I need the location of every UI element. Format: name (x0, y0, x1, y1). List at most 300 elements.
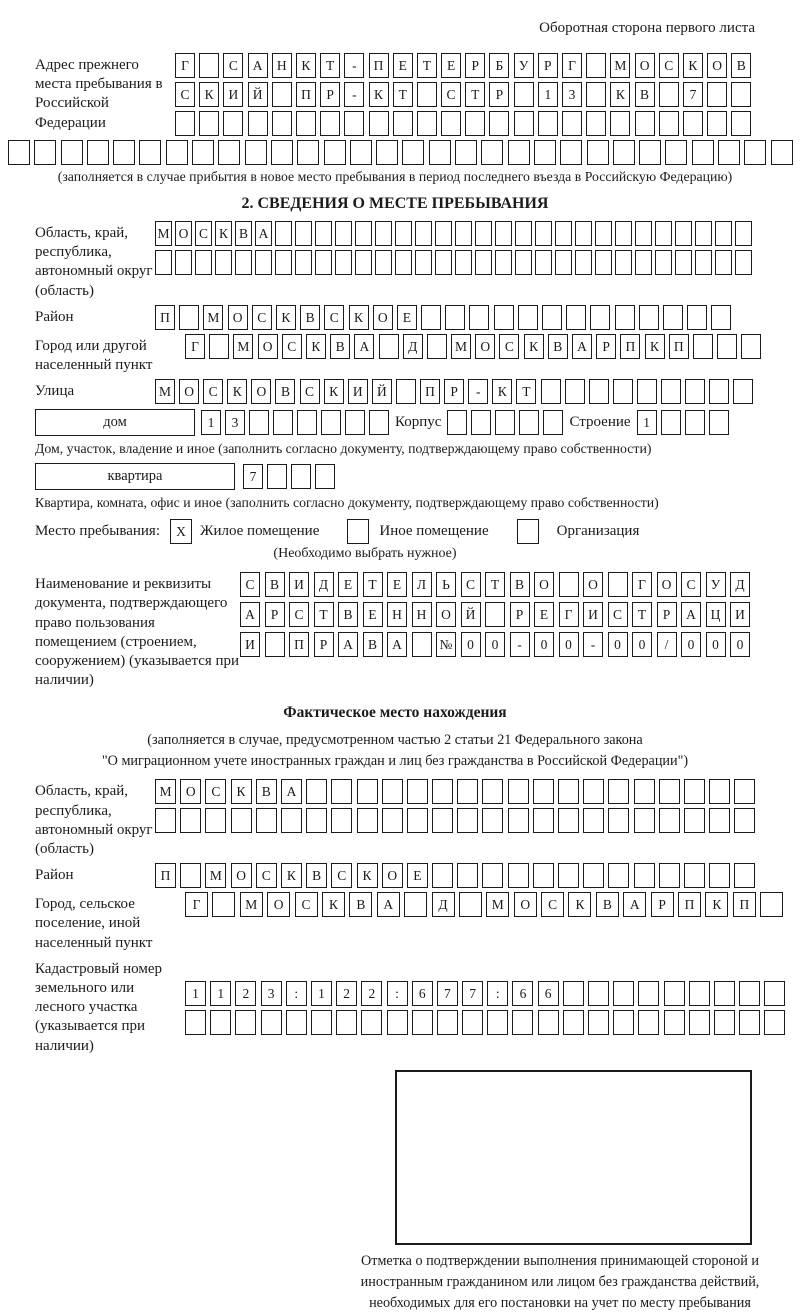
char-box[interactable]: Г (632, 572, 652, 597)
previous-address-row-3[interactable] (175, 111, 755, 136)
char-box[interactable] (709, 808, 730, 833)
char-box[interactable] (615, 305, 635, 330)
char-box[interactable] (508, 779, 529, 804)
char-box[interactable] (481, 140, 503, 165)
char-box[interactable]: 1 (311, 981, 332, 1006)
char-box[interactable] (659, 779, 680, 804)
char-box[interactable] (321, 410, 341, 435)
char-box[interactable]: В (363, 632, 383, 657)
char-box[interactable]: 2 (235, 981, 256, 1006)
char-box[interactable]: Д (403, 334, 423, 359)
char-box[interactable]: 1 (637, 410, 657, 435)
char-box[interactable] (709, 863, 730, 888)
char-box[interactable] (714, 1010, 735, 1035)
char-box[interactable]: 1 (201, 410, 221, 435)
char-box[interactable]: К (306, 334, 326, 359)
char-box[interactable] (533, 863, 554, 888)
char-box[interactable] (320, 111, 340, 136)
char-box[interactable] (205, 808, 226, 833)
char-box[interactable] (709, 779, 730, 804)
char-box[interactable]: А (338, 632, 358, 657)
char-box[interactable] (87, 140, 109, 165)
char-box[interactable] (369, 410, 389, 435)
char-box[interactable]: : (387, 981, 408, 1006)
char-box[interactable]: В (300, 305, 320, 330)
char-box[interactable] (659, 111, 679, 136)
char-box[interactable]: Й (461, 602, 481, 627)
char-box[interactable] (487, 1010, 508, 1035)
region-row-1[interactable] (155, 221, 755, 246)
char-box[interactable] (515, 221, 532, 246)
char-box[interactable]: Д (314, 572, 334, 597)
char-box[interactable]: К (683, 53, 703, 78)
char-box[interactable] (195, 250, 212, 275)
char-box[interactable]: А (681, 602, 701, 627)
char-box[interactable] (335, 221, 352, 246)
char-box[interactable] (61, 140, 83, 165)
char-box[interactable] (297, 410, 317, 435)
char-box[interactable]: 0 (608, 632, 628, 657)
char-box[interactable] (429, 140, 451, 165)
char-box[interactable]: С (295, 892, 318, 917)
char-box[interactable] (665, 140, 687, 165)
char-box[interactable]: В (275, 379, 295, 404)
char-box[interactable]: М (203, 305, 223, 330)
char-box[interactable] (695, 221, 712, 246)
char-box[interactable] (555, 221, 572, 246)
char-box[interactable]: 3 (562, 82, 582, 107)
char-box[interactable] (635, 221, 652, 246)
char-box[interactable] (695, 250, 712, 275)
char-box[interactable]: 7 (243, 464, 263, 489)
char-box[interactable] (608, 863, 629, 888)
char-box[interactable] (482, 779, 503, 804)
char-box[interactable] (435, 221, 452, 246)
char-box[interactable]: С (203, 379, 223, 404)
char-box[interactable]: - (510, 632, 530, 657)
char-box[interactable] (331, 808, 352, 833)
char-box[interactable]: А (572, 334, 592, 359)
char-box[interactable] (538, 111, 558, 136)
char-box[interactable] (595, 221, 612, 246)
char-box[interactable]: Н (387, 602, 407, 627)
char-box[interactable] (404, 892, 427, 917)
char-box[interactable]: Г (185, 892, 208, 917)
char-box[interactable]: 0 (559, 632, 579, 657)
char-box[interactable]: М (486, 892, 509, 917)
char-box[interactable]: П (620, 334, 640, 359)
char-box[interactable] (355, 250, 372, 275)
checkbox-residential[interactable]: X (170, 519, 192, 544)
char-box[interactable]: О (267, 892, 290, 917)
char-box[interactable]: - (468, 379, 488, 404)
char-box[interactable] (707, 82, 727, 107)
char-box[interactable]: 2 (361, 981, 382, 1006)
char-box[interactable] (519, 410, 539, 435)
char-box[interactable]: 2 (336, 981, 357, 1006)
char-box[interactable] (311, 1010, 332, 1035)
char-box[interactable]: 0 (681, 632, 701, 657)
char-box[interactable] (635, 111, 655, 136)
char-box[interactable]: К (215, 221, 232, 246)
char-box[interactable] (613, 140, 635, 165)
char-box[interactable] (685, 379, 705, 404)
char-box[interactable] (707, 111, 727, 136)
char-box[interactable] (711, 305, 731, 330)
char-box[interactable] (412, 632, 432, 657)
char-box[interactable] (462, 1010, 483, 1035)
char-box[interactable] (179, 305, 199, 330)
char-box[interactable]: К (281, 863, 302, 888)
char-box[interactable] (281, 808, 302, 833)
char-box[interactable] (563, 1010, 584, 1035)
char-box[interactable]: 6 (412, 981, 433, 1006)
char-box[interactable] (155, 250, 172, 275)
char-box[interactable] (382, 808, 403, 833)
char-box[interactable] (475, 221, 492, 246)
char-box[interactable] (659, 808, 680, 833)
char-box[interactable] (8, 140, 30, 165)
char-box[interactable]: И (583, 602, 603, 627)
char-box[interactable] (357, 779, 378, 804)
char-box[interactable]: В (306, 863, 327, 888)
char-box[interactable]: О (583, 572, 603, 597)
char-box[interactable] (427, 334, 447, 359)
char-box[interactable] (345, 410, 365, 435)
char-box[interactable] (361, 1010, 382, 1035)
char-box[interactable] (335, 250, 352, 275)
char-box[interactable]: К (199, 82, 219, 107)
district-row[interactable] (155, 305, 755, 330)
char-box[interactable] (739, 1010, 760, 1035)
char-box[interactable]: Т (363, 572, 383, 597)
char-box[interactable] (336, 1010, 357, 1035)
char-box[interactable]: № (436, 632, 456, 657)
house-number-cells[interactable] (201, 410, 389, 435)
checkbox-other-premises[interactable] (347, 519, 369, 544)
char-box[interactable] (634, 863, 655, 888)
char-box[interactable] (565, 379, 585, 404)
char-box[interactable] (586, 53, 606, 78)
char-box[interactable] (689, 1010, 710, 1035)
char-box[interactable]: С (300, 379, 320, 404)
char-box[interactable]: В (235, 221, 252, 246)
char-box[interactable] (615, 221, 632, 246)
char-box[interactable]: С (608, 602, 628, 627)
char-box[interactable] (417, 82, 437, 107)
char-box[interactable] (407, 808, 428, 833)
char-box[interactable]: К (322, 892, 345, 917)
char-box[interactable]: : (286, 981, 307, 1006)
char-box[interactable] (518, 305, 538, 330)
char-box[interactable] (664, 1010, 685, 1035)
char-box[interactable]: 3 (261, 981, 282, 1006)
char-box[interactable] (459, 892, 482, 917)
char-box[interactable] (731, 82, 751, 107)
char-box[interactable] (445, 305, 465, 330)
char-box[interactable]: : (487, 981, 508, 1006)
char-box[interactable] (437, 1010, 458, 1035)
char-box[interactable]: П (289, 632, 309, 657)
char-box[interactable]: Е (407, 863, 428, 888)
char-box[interactable] (485, 602, 505, 627)
document-row-3[interactable] (240, 632, 755, 657)
char-box[interactable] (315, 464, 335, 489)
char-box[interactable] (734, 863, 755, 888)
char-box[interactable]: Т (465, 82, 485, 107)
char-box[interactable]: Р (444, 379, 464, 404)
char-box[interactable]: О (179, 379, 199, 404)
char-box[interactable] (559, 572, 579, 597)
char-box[interactable]: П (420, 379, 440, 404)
char-box[interactable] (533, 808, 554, 833)
char-box[interactable] (209, 334, 229, 359)
char-box[interactable] (469, 305, 489, 330)
previous-address-row-1[interactable] (175, 53, 755, 78)
char-box[interactable] (586, 82, 606, 107)
char-box[interactable] (494, 305, 514, 330)
char-box[interactable] (212, 892, 235, 917)
char-box[interactable] (447, 410, 467, 435)
char-box[interactable]: О (258, 334, 278, 359)
char-box[interactable]: К (369, 82, 389, 107)
char-box[interactable]: Е (397, 305, 417, 330)
char-box[interactable] (558, 779, 579, 804)
char-box[interactable] (421, 305, 441, 330)
apartment-number-cells[interactable] (243, 464, 335, 489)
char-box[interactable]: С (240, 572, 260, 597)
char-box[interactable] (376, 140, 398, 165)
char-box[interactable] (457, 863, 478, 888)
char-box[interactable]: А (240, 602, 260, 627)
char-box[interactable] (634, 808, 655, 833)
char-box[interactable] (375, 221, 392, 246)
char-box[interactable] (683, 111, 703, 136)
char-box[interactable]: М (205, 863, 226, 888)
char-box[interactable]: К (231, 779, 252, 804)
char-box[interactable] (638, 1010, 659, 1035)
char-box[interactable]: К (227, 379, 247, 404)
char-box[interactable] (718, 140, 740, 165)
char-box[interactable]: П (678, 892, 701, 917)
char-box[interactable]: Р (657, 602, 677, 627)
char-box[interactable] (34, 140, 56, 165)
char-box[interactable] (715, 221, 732, 246)
char-box[interactable] (543, 410, 563, 435)
char-box[interactable] (709, 410, 729, 435)
char-box[interactable]: К (276, 305, 296, 330)
char-box[interactable] (457, 808, 478, 833)
char-box[interactable] (291, 464, 311, 489)
char-box[interactable]: Р (510, 602, 530, 627)
char-box[interactable] (432, 779, 453, 804)
char-box[interactable]: Н (412, 602, 432, 627)
char-box[interactable] (395, 221, 412, 246)
char-box[interactable]: О (382, 863, 403, 888)
char-box[interactable]: О (534, 572, 554, 597)
region-row-2[interactable] (155, 250, 755, 275)
previous-address-row-2[interactable] (175, 82, 755, 107)
char-box[interactable] (275, 221, 292, 246)
char-box[interactable] (175, 111, 195, 136)
char-box[interactable] (687, 305, 707, 330)
char-box[interactable] (166, 140, 188, 165)
char-box[interactable]: 6 (538, 981, 559, 1006)
char-box[interactable]: 3 (225, 410, 245, 435)
char-box[interactable] (489, 111, 509, 136)
char-box[interactable]: А (281, 779, 302, 804)
char-box[interactable] (608, 808, 629, 833)
char-box[interactable]: С (499, 334, 519, 359)
char-box[interactable] (558, 808, 579, 833)
char-box[interactable]: М (155, 379, 175, 404)
char-box[interactable] (533, 779, 554, 804)
char-box[interactable]: И (240, 632, 260, 657)
char-box[interactable] (245, 140, 267, 165)
char-box[interactable]: Т (320, 53, 340, 78)
char-box[interactable]: В (265, 572, 285, 597)
char-box[interactable]: Н (272, 53, 292, 78)
char-box[interactable] (215, 250, 232, 275)
char-box[interactable] (482, 808, 503, 833)
char-box[interactable] (734, 779, 755, 804)
document-row-2[interactable] (240, 602, 755, 627)
char-box[interactable] (534, 140, 556, 165)
char-box[interactable]: М (610, 53, 630, 78)
char-box[interactable] (296, 111, 316, 136)
char-box[interactable] (355, 221, 372, 246)
char-box[interactable]: М (240, 892, 263, 917)
char-box[interactable] (415, 221, 432, 246)
city-row[interactable] (185, 334, 761, 359)
char-box[interactable] (635, 250, 652, 275)
char-box[interactable] (306, 808, 327, 833)
char-box[interactable] (514, 82, 534, 107)
char-box[interactable] (387, 1010, 408, 1035)
char-box[interactable] (771, 140, 793, 165)
char-box[interactable] (637, 379, 657, 404)
char-box[interactable]: О (514, 892, 537, 917)
char-box[interactable] (382, 779, 403, 804)
char-box[interactable]: Е (338, 572, 358, 597)
char-box[interactable] (608, 779, 629, 804)
cadastral-row-1[interactable] (185, 981, 785, 1006)
char-box[interactable] (255, 250, 272, 275)
char-box[interactable] (199, 53, 219, 78)
char-box[interactable]: В (635, 82, 655, 107)
char-box[interactable]: А (377, 892, 400, 917)
char-box[interactable]: П (155, 305, 175, 330)
char-box[interactable] (566, 305, 586, 330)
char-box[interactable]: С (541, 892, 564, 917)
char-box[interactable] (412, 1010, 433, 1035)
char-box[interactable]: С (289, 602, 309, 627)
char-box[interactable]: К (492, 379, 512, 404)
char-box[interactable]: С (205, 779, 226, 804)
char-box[interactable]: Р (538, 53, 558, 78)
char-box[interactable]: С (195, 221, 212, 246)
char-box[interactable] (717, 334, 737, 359)
char-box[interactable] (535, 221, 552, 246)
char-box[interactable]: М (155, 779, 176, 804)
char-box[interactable] (693, 334, 713, 359)
char-box[interactable]: О (436, 602, 456, 627)
char-box[interactable] (457, 779, 478, 804)
char-box[interactable]: О (635, 53, 655, 78)
char-box[interactable]: И (289, 572, 309, 597)
char-box[interactable]: О (707, 53, 727, 78)
char-box[interactable] (675, 250, 692, 275)
char-box[interactable]: С (324, 305, 344, 330)
char-box[interactable] (610, 111, 630, 136)
char-box[interactable]: Б (489, 53, 509, 78)
char-box[interactable] (331, 779, 352, 804)
char-box[interactable]: Г (562, 53, 582, 78)
char-box[interactable] (639, 140, 661, 165)
char-box[interactable] (218, 140, 240, 165)
char-box[interactable] (471, 410, 491, 435)
char-box[interactable]: Т (417, 53, 437, 78)
char-box[interactable] (563, 981, 584, 1006)
char-box[interactable]: 7 (437, 981, 458, 1006)
char-box[interactable]: К (296, 53, 316, 78)
char-box[interactable] (735, 250, 752, 275)
char-box[interactable] (508, 863, 529, 888)
char-box[interactable] (369, 111, 389, 136)
char-box[interactable] (465, 111, 485, 136)
char-box[interactable] (248, 111, 268, 136)
char-box[interactable]: А (248, 53, 268, 78)
char-box[interactable]: 0 (706, 632, 726, 657)
char-box[interactable] (393, 111, 413, 136)
char-box[interactable] (615, 250, 632, 275)
char-box[interactable] (180, 808, 201, 833)
char-box[interactable]: В (731, 53, 751, 78)
actual-region-row-1[interactable] (155, 779, 755, 804)
char-box[interactable] (475, 250, 492, 275)
char-box[interactable] (508, 808, 529, 833)
char-box[interactable]: С (282, 334, 302, 359)
char-box[interactable] (586, 111, 606, 136)
char-box[interactable] (684, 779, 705, 804)
street-row[interactable] (155, 379, 755, 404)
char-box[interactable] (555, 250, 572, 275)
char-box[interactable] (659, 82, 679, 107)
char-box[interactable]: Р (465, 53, 485, 78)
actual-district-row[interactable] (155, 863, 755, 888)
char-box[interactable]: А (354, 334, 374, 359)
char-box[interactable]: Т (516, 379, 536, 404)
actual-region-row-2[interactable] (155, 808, 755, 833)
char-box[interactable] (402, 140, 424, 165)
char-box[interactable]: П (669, 334, 689, 359)
char-box[interactable] (575, 250, 592, 275)
char-box[interactable]: В (596, 892, 619, 917)
char-box[interactable] (350, 140, 372, 165)
char-box[interactable] (175, 250, 192, 275)
char-box[interactable]: 0 (632, 632, 652, 657)
house-kind-box[interactable] (35, 409, 195, 436)
char-box[interactable] (295, 250, 312, 275)
char-box[interactable] (482, 863, 503, 888)
char-box[interactable] (744, 140, 766, 165)
char-box[interactable]: Р (265, 602, 285, 627)
char-box[interactable]: О (175, 221, 192, 246)
char-box[interactable]: У (514, 53, 534, 78)
char-box[interactable]: В (510, 572, 530, 597)
char-box[interactable]: Е (363, 602, 383, 627)
char-box[interactable]: Л (412, 572, 432, 597)
